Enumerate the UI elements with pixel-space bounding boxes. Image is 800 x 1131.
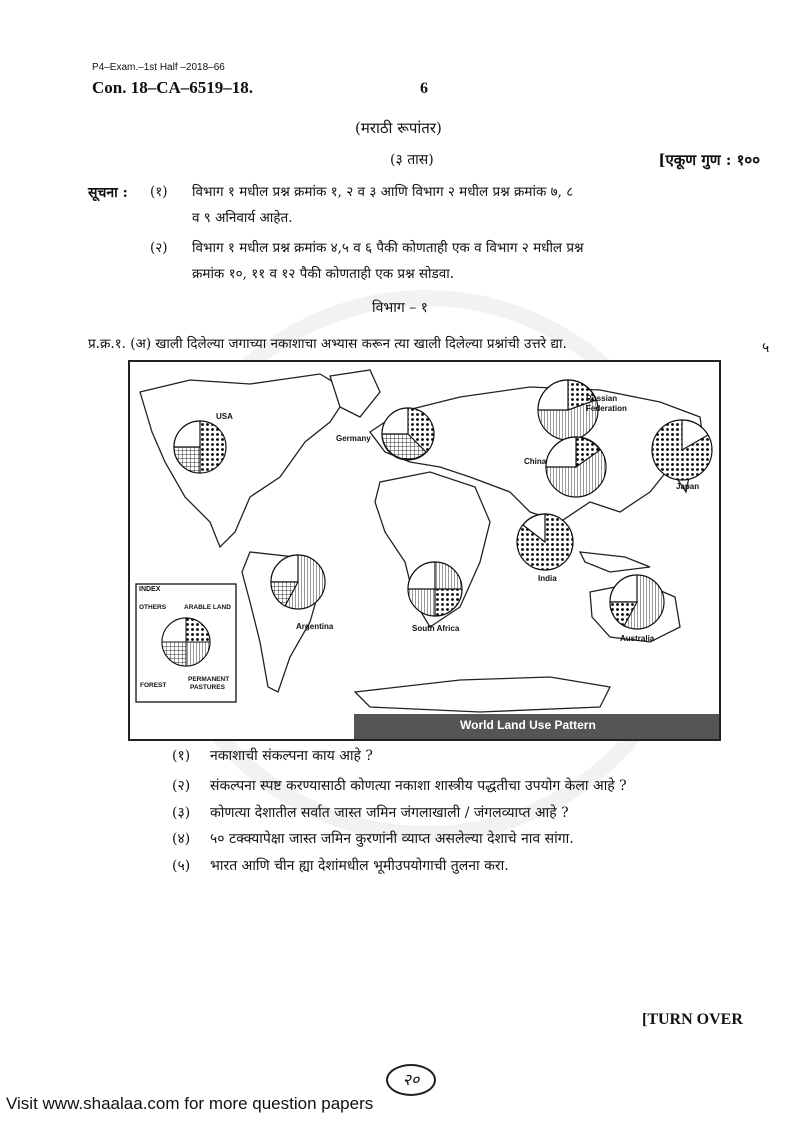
- instruction-line: क्रमांक १०, ११ व १२ पैकी कोणताही एक प्रश्न सोडवा.: [192, 266, 455, 282]
- pie-usa: [174, 421, 226, 473]
- instruction-line: विभाग १ मधील प्रश्न क्रमांक १, २ व ३ आणि विभाग २ मधील प्रश्न क्रमांक ७, ८: [192, 184, 574, 200]
- pie-india: [517, 514, 573, 570]
- label-south-africa: South Africa: [412, 624, 460, 633]
- label-australia: Australia: [620, 634, 655, 643]
- section-title: विभाग – १: [372, 300, 428, 316]
- pie-argentina: [271, 555, 325, 609]
- index-others: OTHERS: [139, 604, 167, 611]
- world-land-use-map: [128, 360, 721, 741]
- instruction-num: (२): [150, 240, 168, 256]
- pie-japan: [652, 420, 712, 480]
- label-china: China: [524, 457, 547, 466]
- pie-germany: [382, 408, 434, 460]
- sub-question-num: (२): [172, 778, 191, 794]
- question-marks: ५: [762, 340, 770, 356]
- sub-question-text: कोणत्या देशातील सर्वात जास्त जमिन जंगलाखाली / जंगलव्याप्त आहे ?: [210, 805, 569, 821]
- index-pastures: PASTURES: [190, 684, 225, 691]
- sub-question-num: (४): [172, 831, 191, 847]
- sub-question-text: भारत आणि चीन ह्या देशांमधील भूमीउपयोगाची तुलना करा.: [210, 858, 509, 874]
- label-india: India: [538, 574, 557, 583]
- index-title: INDEX: [139, 586, 161, 593]
- index-arable: ARABLE LAND: [184, 604, 231, 611]
- con-code: Con. 18–CA–6519–18.: [92, 78, 254, 97]
- sub-question-num: (१): [172, 748, 191, 764]
- question-text: प्र.क्र.१. (अ) खाली दिलेल्या जगाच्या नकाशाचा अभ्यास करून त्या खाली दिलेल्या प्रश्नांची उत्तरे द्या.: [88, 336, 567, 352]
- label-russian: Russian: [586, 394, 618, 403]
- sub-question-text: ५० टक्क्यापेक्षा जास्त जमिन कुरणांनी व्याप्त असलेल्या देशाचे नाव सांगा.: [210, 831, 574, 847]
- sub-question-num: (३): [172, 805, 191, 821]
- index-permanent: PERMANENT: [188, 676, 230, 683]
- paper-title: (मराठी रूपांतर): [355, 119, 442, 137]
- instructions-label: सूचना :: [88, 185, 128, 201]
- index-forest: FOREST: [140, 682, 167, 689]
- label-japan: Japan: [676, 482, 700, 491]
- label-germany: Germany: [336, 434, 371, 443]
- pie-south-africa: [408, 562, 462, 616]
- duration: (३ तास): [390, 152, 434, 168]
- pie-china: [546, 437, 606, 497]
- label-argentina: Argentina: [296, 622, 334, 631]
- instruction-line: व ९ अनिवार्य आहेत.: [192, 210, 293, 226]
- footer-link[interactable]: Visit www.shaalaa.com for more question papers: [6, 1094, 374, 1113]
- handwritten-page-mark: २०: [386, 1064, 436, 1096]
- instruction-line: विभाग १ मधील प्रश्न क्रमांक ४,५ व ६ पैकी कोणताही एक व विभाग २ मधील प्रश्न: [192, 240, 584, 256]
- instruction-num: (१): [150, 184, 168, 200]
- indonesia: [580, 552, 650, 572]
- turn-over: [TURN OVER: [642, 1011, 743, 1028]
- north-america: [140, 374, 350, 547]
- page-number: 6: [420, 80, 428, 97]
- sub-question-num: (५): [172, 858, 191, 874]
- exam-line: P4–Exam.–1st Half –2018–66: [92, 62, 225, 73]
- sub-question-text: नकाशाची संकल्पना काय आहे ?: [210, 748, 373, 764]
- sub-question-text: संकल्पना स्पष्ट करण्यासाठी कोणत्या नकाशा शास्त्रीय पद्धतीचा उपयोग केला आहे ?: [210, 778, 627, 794]
- label-federation: Federation: [586, 404, 627, 413]
- label-usa: USA: [216, 412, 233, 421]
- pie-australia: [610, 575, 664, 629]
- map-caption: World Land Use Pattern: [460, 718, 596, 732]
- total-marks: [एकूण गुण : १००: [658, 151, 760, 169]
- antarctica: [355, 677, 610, 712]
